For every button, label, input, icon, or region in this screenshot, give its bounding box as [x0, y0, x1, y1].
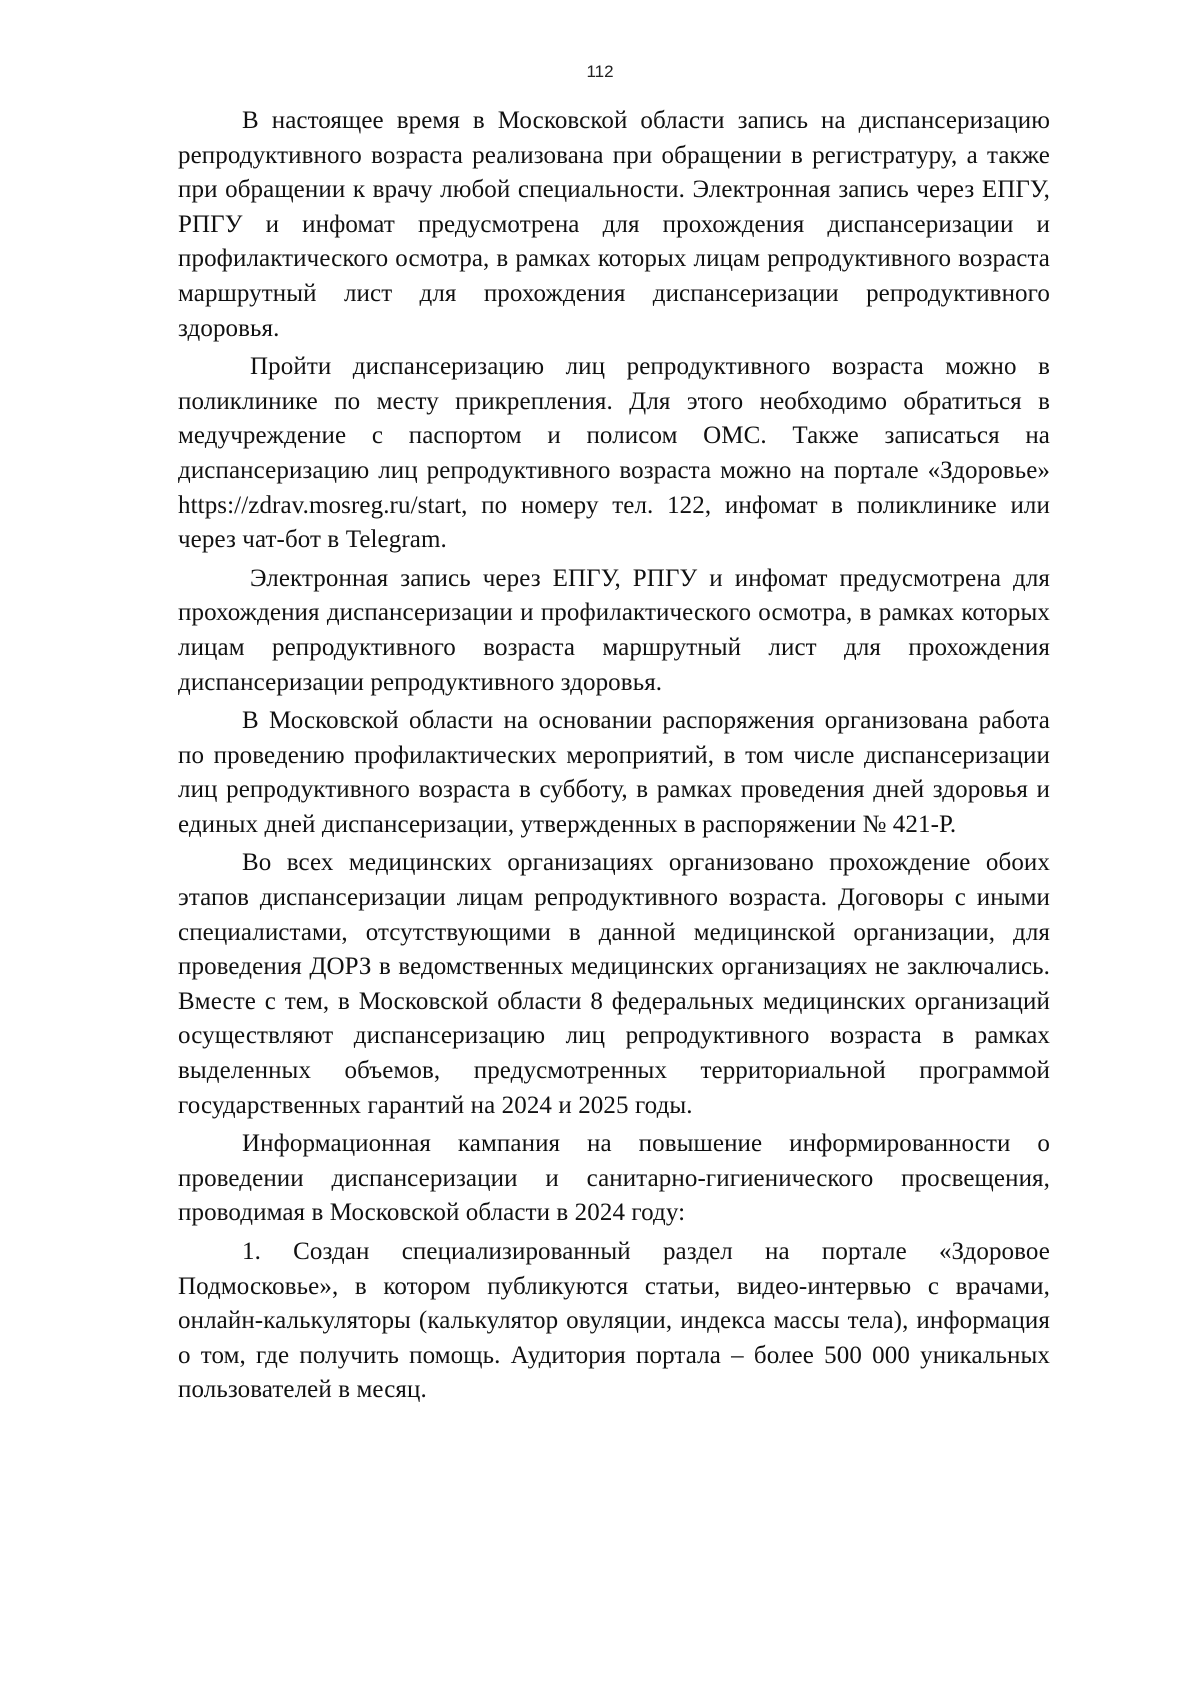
paragraph-information-campaign: Информационная кампания на повышение информированности о проведении диспансеризации и санитарно-гигиенического просвещения, проводимая в Московской области в 2024 году: [178, 1130, 1050, 1227]
paragraph-saturday-work: В Московской области на основании распоряжения организована работа по проведению профилактических мероприятий, в том числе диспансеризации лиц репродуктивного возраста в субботу, в рамках проведения дней здоровья и единых дней диспансеризации, утвержденных в распоряжении № 421-Р. [178, 707, 1050, 838]
document-body [178, 104, 1050, 1412]
paragraph-appointment-methods: В настоящее время в Московской области запись на диспансеризацию репродуктивного возраста реализована при обращении в регистратуру, а также при обращении к врачу любой специальности. Электронная запись через ЕПГУ, РПГУ и инфомат предусмотрена для прохождения диспансеризации и профилактического осмотра, в рамках которых лицам репродуктивного возраста маршрутный лист для прохождения диспансеризации репродуктивного здоровья. [178, 107, 1050, 342]
paragraph-medical-organizations: Во всех медицинских организациях организовано прохождение обоих этапов диспансеризации лицам репродуктивного возраста. Договоры с иными специалистами, отсутствующими в данной медицинской организации, для проведения ДОРЗ в ведомственных медицинских организациях не заключались. Вместе с тем, в Московской области 8 федеральных медицинских организаций осуществляют диспансеризацию лиц репродуктивного возраста в рамках выделенных объемов, предусмотренных территориальной программой государственных гарантий на 2024 и 2025 годы. [178, 849, 1050, 1119]
paragraph-where-to-pass: Пройти диспансеризацию лиц репродуктивного возраста можно в поликлинике по месту прикрепления. Для этого необходимо обратиться в медучреждение с паспортом и полисом ОМС. Также записаться на диспансеризацию лиц репродуктивного возраста можно на портале «Здоровье» https://zdrav.mosreg.ru/start, по номеру тел. 122, инфомат в поликлинике или через чат-бот в Telegram. [178, 353, 1050, 554]
page-number: 112 [586, 62, 614, 81]
paragraph-electronic-booking: Электронная запись через ЕПГУ, РПГУ и инфомат предусмотрена для прохождения диспансеризации и профилактического осмотра, в рамках которых лицам репродуктивного возраста маршрутный лист для прохождения диспансеризации репродуктивного здоровья. [178, 564, 1050, 696]
paragraph-portal-section: 1. Создан специализированный раздел на портале «Здоровое Подмосковье», в котором публикуются статьи, видео-интервью с врачами, онлайн-калькуляторы (калькулятор овуляции, индекса массы тела), информация о том, где получить помощь. Аудитория портала – более 500 000 уникальных пользователей в месяц. [178, 1238, 1050, 1404]
